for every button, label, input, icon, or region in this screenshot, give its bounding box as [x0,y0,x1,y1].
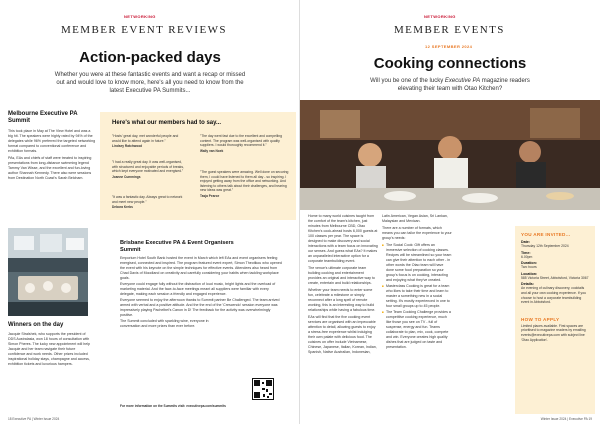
section-title: MEMBER EVENTS [394,24,505,36]
quote-text: "The day went fast due to the excellent and compelling content. The program was well-organised with quality suppliers. I would thoroughly recommend it." [200,134,283,148]
quote-text: "I had a really great day. It was well-organised, with structured and enjoyable periods of breaks, which kept everyone motivated and energised." [112,160,184,174]
quotes-title: Here's what our members had to say... [112,120,222,126]
brisbane-body [120,256,282,329]
quote-1 [112,134,184,149]
standfirst-pre: Will you be one of the lucky [370,78,445,84]
cooking-photo-art [300,100,600,210]
body-paragraph: Whether your team needs to enter some fun, celebrate a milestone or simply reconnect after a long spell of remote working, this is an interesting way to build relationships while having a fabulous time. [308,288,376,312]
body-paragraph: EAs will find that the five cooking event services are organised with an impeccable attention to detail, allowing guests to enjoy a stress-free experience whilst indulging their own palate with delicious food. The cuisines on offer include Vietnamese, Chinese, Japanese, Italian, Korean, Indian, Spanish, Native Australian, Indonesian, [308,315,377,354]
brisbane-p4: The Summit concluded with sparkling wine, everyone in conversation and more prizes than ever before. [120,319,209,328]
format-bullet: ■ The Team Cooking Challenge provides a competitive cooking experience, much like those you see on TV - full of suspense, energy and fun. Teams collaborate to plan, mix, cook, compete and win. Everyone creates high quality dishes that are judged on taste and presentation. [382,310,452,350]
winners-title: Winners on the day [8,322,64,328]
body-column-1 [308,214,378,357]
apply-title: HOW TO APPLY [521,316,560,322]
melbourne-body [8,129,96,181]
body-paragraph: Latin American, Vegan Asian, Sri Lankan, Malaysian and Mexican. [382,214,448,223]
right-page [300,0,600,424]
quote-author: Debora Krebs [112,205,133,210]
networking-kicker: NETWORKING [424,14,456,19]
body-column-2 [382,214,452,351]
invitation-panel [515,226,595,414]
melbourne-p1: This took place in May at The View Hotel and was a big hit. The speakers were highly rated by 94% of the delegates while 96% preferred the targeted networking format compared to conventional conference and exhibition formats. [8,129,96,153]
body-paragraph: There are a number of formats, which means you can tailor the experience to your group's needs: [382,226,452,240]
headline: Action-packed days [79,49,221,66]
melbourne-title: Melbourne Executive PA Summit [8,111,78,124]
section-title: MEMBER EVENT REVIEWS [61,24,227,36]
standfirst: Whether you were at these fantastic events and want a recap or missed out and would love to know more, here's all you need to know from the latest Executive PA Summits... [54,72,246,94]
standfirst-em: Executive PA [444,78,481,84]
details-value: An evening of culinary discovery, cocktails and all your own cooking experience. If you choose to host a corporate teambuilding event in Abbotsford. [521,286,587,305]
quote-2 [200,134,290,153]
winners-text: Jacquie Stralshek, who supports the president of DDS Australasia, won 18 hours of consultation with Simon Pheres. The lucky new appointment will help Jacquie and her team navigate their future confidence and work needs. Other prizes included inspirational holiday stays, champagne and access, exhibition tickets and luxurious hampers. [8,332,91,366]
brisbane-footnote: For more information on the Summits visit: executivepa.com/summits [120,404,226,408]
standfirst [360,77,540,93]
headline-text: Cooking connections [373,55,527,72]
quote-author: Tasja Pearce [200,193,220,198]
cooking-class-photo [300,100,600,210]
location-label: Location: [521,271,538,276]
quote-author: Lindsey Ratchwood [112,144,143,149]
right-footer: Winter Issue 2024 | Executive PA 19 [540,417,592,421]
brisbane-p3: Everyone seemed to enjoy the afternoon thanks to Summit partner Be Challenged. The team arrived armed with verbal and a positive attitude. And the the end of the 'Crescendo' session everyone was impressively playing Pachelbel's Canon in D! The feedback for the activity was overwhelmingly positive. [120,298,280,317]
qr-code-art [253,379,273,399]
duration-label: Duration: [521,261,537,266]
time-label: Time: [521,250,531,255]
date-label: Date: [521,240,530,244]
headline [300,55,600,72]
format-bullet: ■ Masterclass Cooking is great for a team who likes to take their time and learn to master a something new in a social setting. It's mostly experienced in one to four small groups up to 45 people. [382,284,452,309]
quote-text: "The guest speakers were amazing. Well done on securing them, I could have listened to them all day - so inspiring. I enjoyed getting away from the office and networking. And listening to others talk about their challenges, and hearing new ideas was great." [200,170,289,193]
date-value: Thursday 12th September 2024 [521,244,569,248]
brisbane-p2: Everyone could engage fully without the distraction of loud music, bright lights and the overload of marketing material. And the face-to-face meetings meant all suppliers were familiar with every delegate, making each session a friendly and engaged experience. [120,282,276,296]
qr-code-icon[interactable] [252,378,274,400]
summit-photo [8,228,88,316]
apply-value: Limited places available. First spaces are prioritised to magazine readers by emailing events@executivepa.com with subject line 'Otao Application'. [521,323,586,342]
body-paragraph: The venue's ultimate corporate team building cooking and entertainment provides an original and interactive way to create, entertain and build relationships. [308,266,375,285]
standfirst-post: magazine readers elevating their team with Otao Kitchen? [397,78,530,92]
melbourne-p2: PAs, EAs and chiefs of staff were treated to inspiring presentations from long-distance swimming legend Tammy Van Wisse, and the excellent and fun-loving author Shannah Kennedy. There also were sessions from Destination North Coast's Sarah Belcham. [8,156,92,180]
quote-text: "It was a fantastic day. Always great to network and meet new people." [112,195,183,204]
time-value: 6.00pm [521,254,533,259]
location-value: 585 Victoria Street, Abbotsford, Victoria 3067 [521,275,589,280]
format-bullet: ■ The Social Cook: Gift offers an immersive selection of cooking classes. Recipes will be streamlined so your team can give their attention to each other - in other words the Otao team will have done some food preparation so your group's focus is on cooking, interacting and enjoying what they've created. [382,243,452,283]
quote-text: "Hosts' great day, met wonderful people and would like to attend again in future." [112,134,179,143]
details-label: Details: [521,282,534,287]
brisbane-p1: Emporium Hotel South Bank hosted the event in March which left EAs and event organisers feeling energised, connected and inspired. The program featured event expert, Simon Theotikou who opened the event with his keynote on the simple techniques for effective events. Attendees also heard from Chad Davis of Moodland on creativity and carefully considering your habits when tackling workplace goals. [120,256,282,280]
quote-author: Joanne Cummings [112,174,141,179]
brisbane-title: Brisbane Executive PA & Event Organisers Summit [120,240,234,253]
invitation-title: YOU ARE INVITED... [521,232,571,237]
quote-5 [112,195,184,210]
left-footer: 18 Executive PA | Winter Issue 2024 [8,417,60,421]
duration-value: Two hours [521,265,537,270]
quote-4 [200,170,290,199]
networking-kicker: NETWORKING [124,14,156,19]
summit-photo-art [8,228,88,316]
quote-3 [112,160,184,179]
body-paragraph: Home to many world cuisines taught from the comfort of the team's kitchen, just minutes from Melbourne CBD, Otao Kitchen's cook-ahead hosts 6,000 guests at 100 classes per year. The space is designed to make discovery and social interactions with a team focus on innovating our senses. And guess what EAs? It makes an unparalleled interactive option for a corporate teambuilding event. [308,214,378,263]
quote-author: Wally van Noek [200,148,224,153]
date-kicker: 12 SEPTEMBER 2024 [425,44,473,49]
